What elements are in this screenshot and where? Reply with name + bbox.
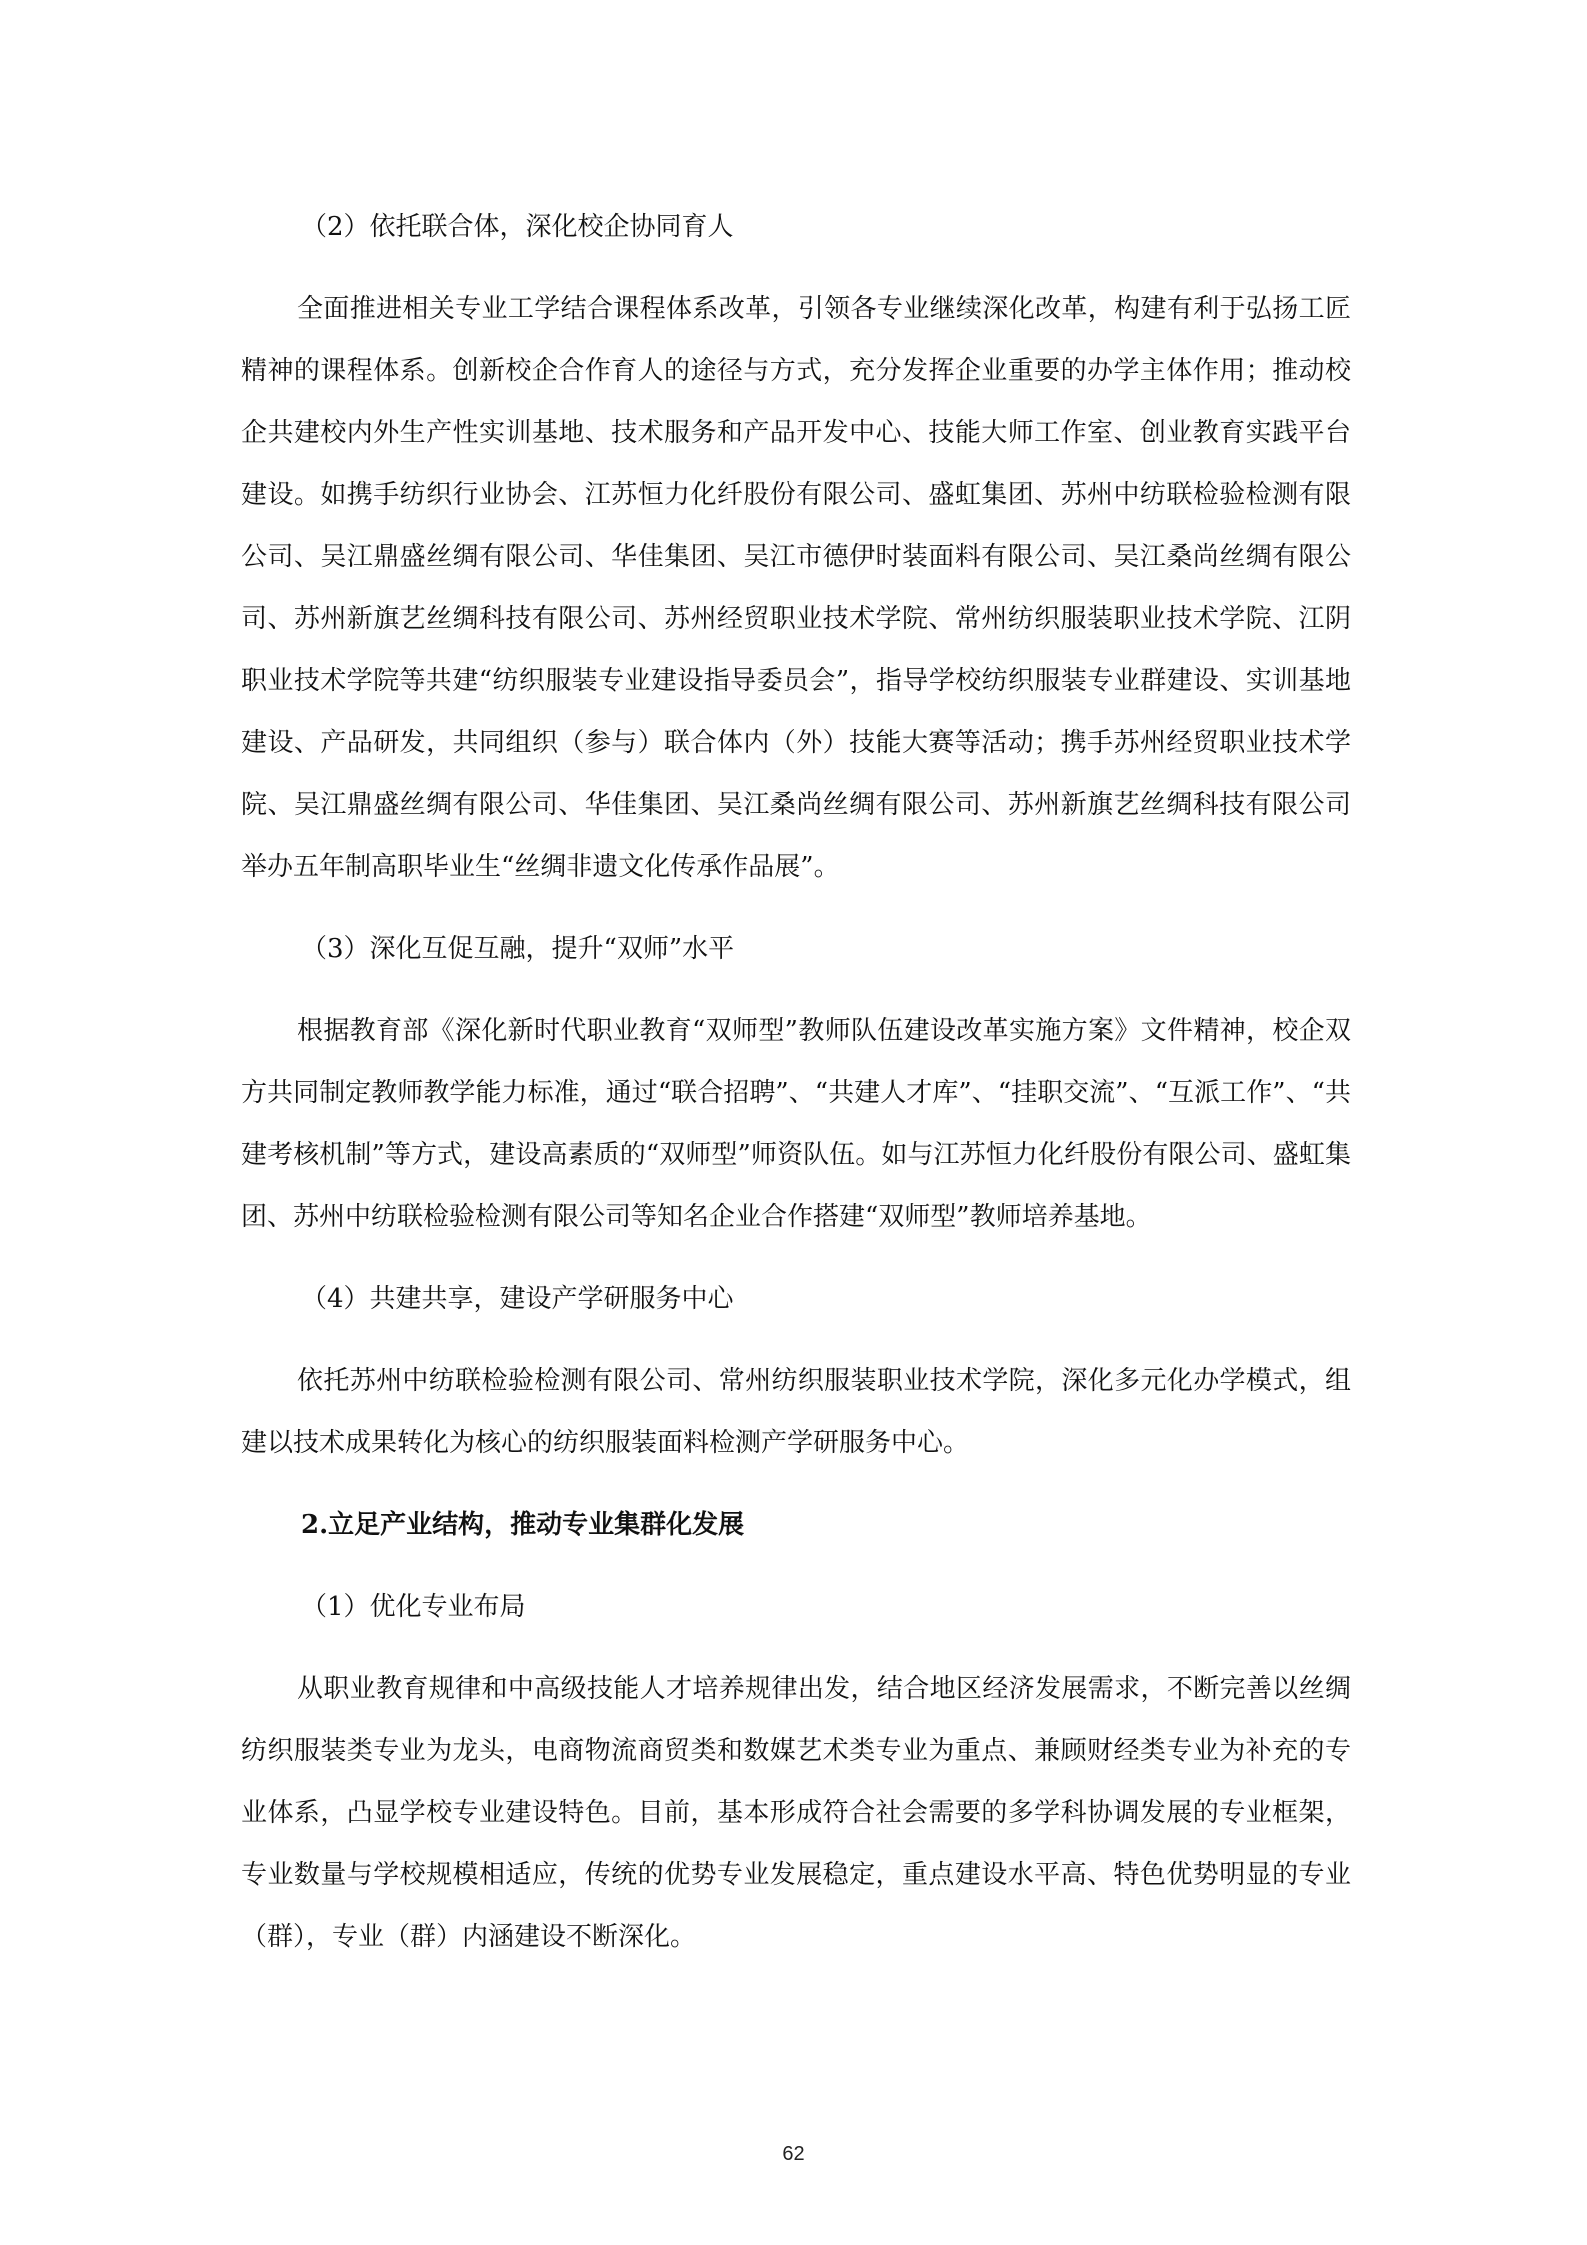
section-heading-1-optimize: （1）优化专业布局 [301,1592,526,1622]
section-heading-3: （3）深化互促互融，提升“双师”水平 [301,934,735,964]
subsection-heading-2: 2.立足产业结构，推动专业集群化发展 [301,1510,745,1540]
page-body [241,196,1351,1988]
page-number: 62 [782,2143,805,2165]
section-heading-4: （4）共建共享，建设产学研服务中心 [301,1284,734,1314]
paragraph-dual-teacher: 根据教育部《深化新时代职业教育“双师型”教师队伍建设改革实施方案》文件精神，校企双方共同制定教师教学能力标准，通过“联合招聘”、“共建人才库”、“挂职交流”、“互派工作”、“共建考核机制”等方式，建设高素质的“双师型”师资队伍。如与江苏恒力化纤股份有限公司、盛虹集团、苏州中纺联检验检测有限公司等知名企业合作搭建“双师型”教师培养基地。 [241,1016,1351,1232]
paragraph-school-enterprise-cooperation: 全面推进相关专业工学结合课程体系改革，引领各专业继续深化改革，构建有利于弘扬工匠精神的课程体系。创新校企合作育人的途径与方式，充分发挥企业重要的办学主体作用；推动校企共建校内外生产性实训基地、技术服务和产品开发中心、技能大师工作室、创业教育实践平台建设。如携手纺织行业协会、江苏恒力化纤股份有限公司、盛虹集团、苏州中纺联检验检测有限公司、吴江鼎盛丝绸有限公司、华佳集团、吴江市德伊时装面料有限公司、吴江桑尚丝绸有限公司、苏州新旗艺丝绸科技有限公司、苏州经贸职业技术学院、常州纺织服装职业技术学院、江阴职业技术学院等共建“纺织服装专业建设指导委员会”，指导学校纺织服装专业群建设、实训基地建设、产品研发，共同组织（参与）联合体内（外）技能大赛等活动；携手苏州经贸职业技术学院、吴江鼎盛丝绸有限公司、华佳集团、吴江桑尚丝绸有限公司、苏州新旗艺丝绸科技有限公司举办五年制高职毕业生“丝绸非遗文化传承作品展”。 [241,294,1351,882]
paragraph-major-layout: 从职业教育规律和中高级技能人才培养规律出发，结合地区经济发展需求，不断完善以丝绸纺织服装类专业为龙头，电商物流商贸类和数媒艺术类专业为重点、兼顾财经类专业为补充的专业体系，凸显学校专业建设特色。目前，基本形成符合社会需要的多学科协调发展的专业框架，专业数量与学校规模相适应，传统的优势专业发展稳定，重点建设水平高、特色优势明显的专业（群），专业（群）内涵建设不断深化。 [241,1674,1351,1952]
paragraph-research-service-center: 依托苏州中纺联检验检测有限公司、常州纺织服装职业技术学院，深化多元化办学模式，组建以技术成果转化为核心的纺织服装面料检测产学研服务中心。 [241,1366,1351,1458]
section-heading-2: （2）依托联合体，深化校企协同育人 [301,212,734,242]
